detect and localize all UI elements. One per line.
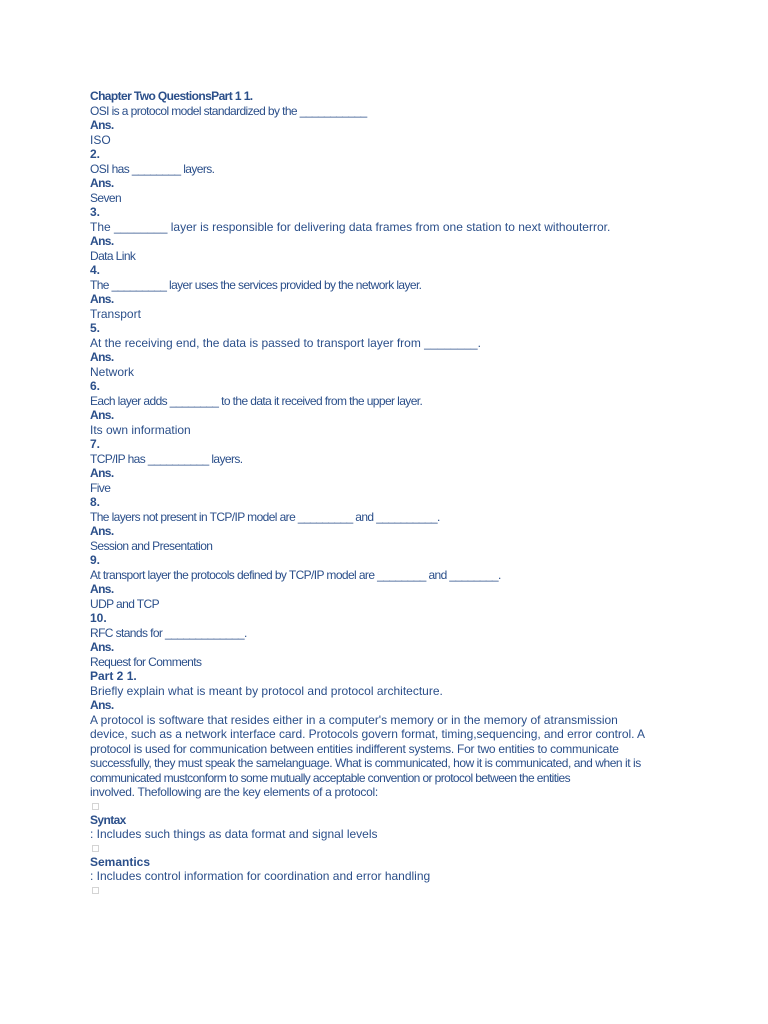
question-number: 4. — [90, 263, 101, 277]
answer-paragraph-line: successfully, they must speak the samelanguage. What is communicated, how it is communicated, and when it is — [90, 756, 641, 770]
question-number: 3. — [90, 205, 101, 219]
section-heading: Part 2 1. — [90, 669, 137, 683]
question-number: 6. — [90, 379, 101, 393]
question-text: At the receiving end, the data is passed to transport layer from ________. — [90, 335, 481, 350]
answer-paragraph-line: A protocol is software that resides either in a computer's memory or in the memory of atransmission — [90, 712, 618, 727]
answer-label: Ans. — [90, 292, 114, 306]
bullet-box-icon — [92, 803, 99, 810]
question-text: The _________ layer uses the services provided by the network layer. — [90, 277, 422, 292]
question-text: TCP/IP has __________ layers. — [90, 451, 243, 466]
protocol-element-term: Syntax — [90, 812, 126, 827]
answer-text: UDP and TCP — [90, 596, 159, 611]
question-text: OSI has ________ layers. — [90, 161, 215, 176]
protocol-element-term: Semantics — [90, 854, 151, 869]
answer-label: Ans. — [90, 234, 114, 248]
answer-paragraph-line: device, such as a network interface card. Protocols govern format, timing,sequencing, and error control. A — [90, 727, 645, 741]
question-text: At transport layer the protocols defined by TCP/IP model are ________ and ________. — [90, 567, 501, 582]
answer-text: Data Link — [90, 248, 136, 263]
answer-text: Request for Comments — [90, 654, 202, 669]
answer-label: Ans. — [90, 408, 114, 422]
answer-text: Five — [90, 480, 111, 495]
answer-text: Transport — [90, 306, 141, 321]
answer-paragraph-line: protocol is used for communication between entities indifferent systems. For two entities to communicate — [90, 741, 619, 756]
question-number: 7. — [90, 437, 101, 451]
protocol-element-desc: : Includes control information for coordination and error handling — [90, 869, 431, 883]
answer-text: Its own information — [90, 422, 191, 437]
answer-label: Ans. — [90, 582, 114, 596]
question-text: The layers not present in TCP/IP model are _________ and __________. — [90, 509, 440, 524]
answer-paragraph-line: involved. Thefollowing are the key elements of a protocol: — [90, 785, 378, 799]
question-text: Briefly explain what is meant by protocol and protocol architecture. — [90, 683, 443, 698]
answer-label: Ans. — [90, 118, 114, 132]
answer-text: Seven — [90, 190, 122, 205]
answer-label: Ans. — [90, 640, 114, 654]
answer-text: Session and Presentation — [90, 538, 213, 553]
question-text: RFC stands for _____________. — [90, 625, 247, 640]
question-number: 8. — [90, 495, 101, 509]
answer-text: ISO — [90, 132, 111, 147]
answer-label: Ans. — [90, 698, 114, 712]
question-text: Each layer adds ________ to the data it received from the upper layer. — [90, 393, 423, 408]
document-page — [90, 89, 710, 897]
question-text: The ________ layer is responsible for delivering data frames from one station to next withouterror. — [90, 219, 611, 234]
document-title: Chapter Two QuestionsPart 1 1. — [90, 89, 253, 103]
answer-label: Ans. — [90, 176, 114, 190]
answer-label: Ans. — [90, 350, 114, 364]
answer-paragraph-line: communicated mustconform to some mutually acceptable convention or protocol between the entities — [90, 770, 571, 785]
answer-text: Network — [90, 364, 135, 379]
protocol-element-desc: : Includes such things as data format and signal levels — [90, 827, 378, 841]
question-number: 5. — [90, 321, 101, 335]
question-number: 2. — [90, 147, 101, 161]
bullet-box-icon — [92, 887, 99, 894]
bullet-box-icon — [92, 845, 99, 852]
answer-label: Ans. — [90, 524, 114, 538]
question-text: OSI is a protocol model standardized by the ___________ — [90, 103, 367, 118]
question-number: 9. — [90, 553, 101, 567]
question-number: 10. — [90, 611, 107, 625]
answer-label: Ans. — [90, 466, 114, 480]
